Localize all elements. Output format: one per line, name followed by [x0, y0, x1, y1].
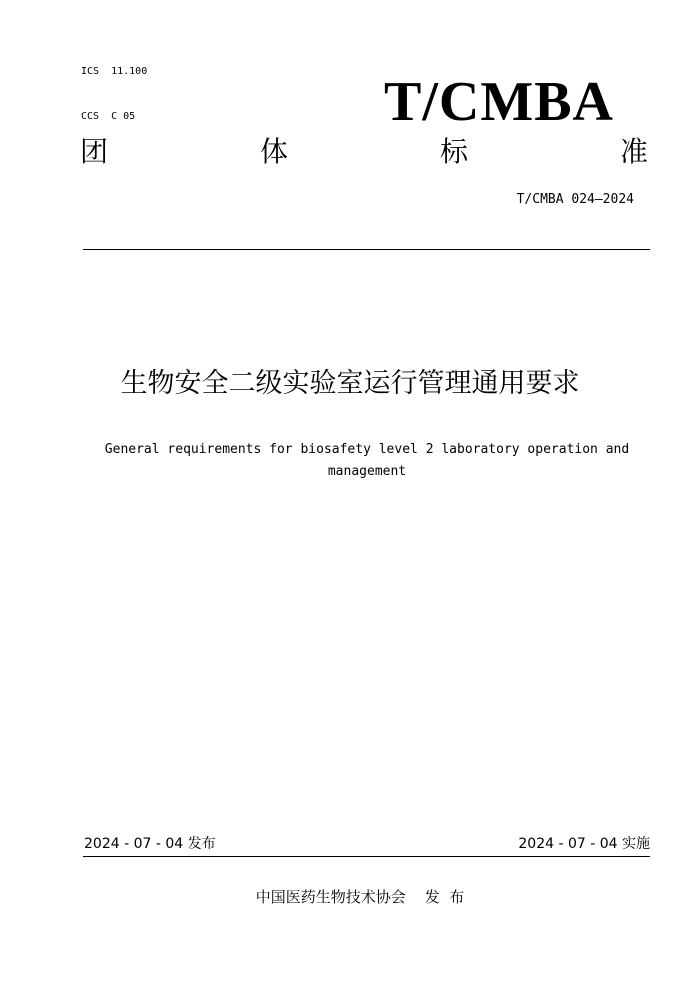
organization-code-logo: T/CMBA [384, 71, 614, 133]
standard-type-char: 标 [439, 135, 468, 168]
implementation-date: 2024 - 07 - 04 实施 [518, 836, 650, 852]
document-title-chinese: 生物安全二级实验室运行管理通用要求 [120, 368, 580, 399]
document-title-english: General requirements for biosafety level 2 laboratory operation and management [104, 442, 630, 479]
standard-type [80, 132, 648, 172]
publisher-line: 中国医药生物技术协会 发 布 [255, 888, 465, 906]
standard-type-char: 体 [259, 135, 288, 168]
issue-date: 2024 - 07 - 04 发布 [84, 836, 216, 852]
ccs-code: CCS C 05 [81, 111, 136, 122]
bottom-divider [83, 856, 650, 857]
classification-codes [81, 34, 147, 139]
standard-number: T/CMBA 024—2024 [516, 192, 634, 207]
top-divider [83, 249, 650, 250]
standard-type-char: 团 [80, 135, 109, 168]
standard-type-char: 准 [619, 135, 648, 168]
ics-code: ICS 11.100 [81, 66, 148, 77]
